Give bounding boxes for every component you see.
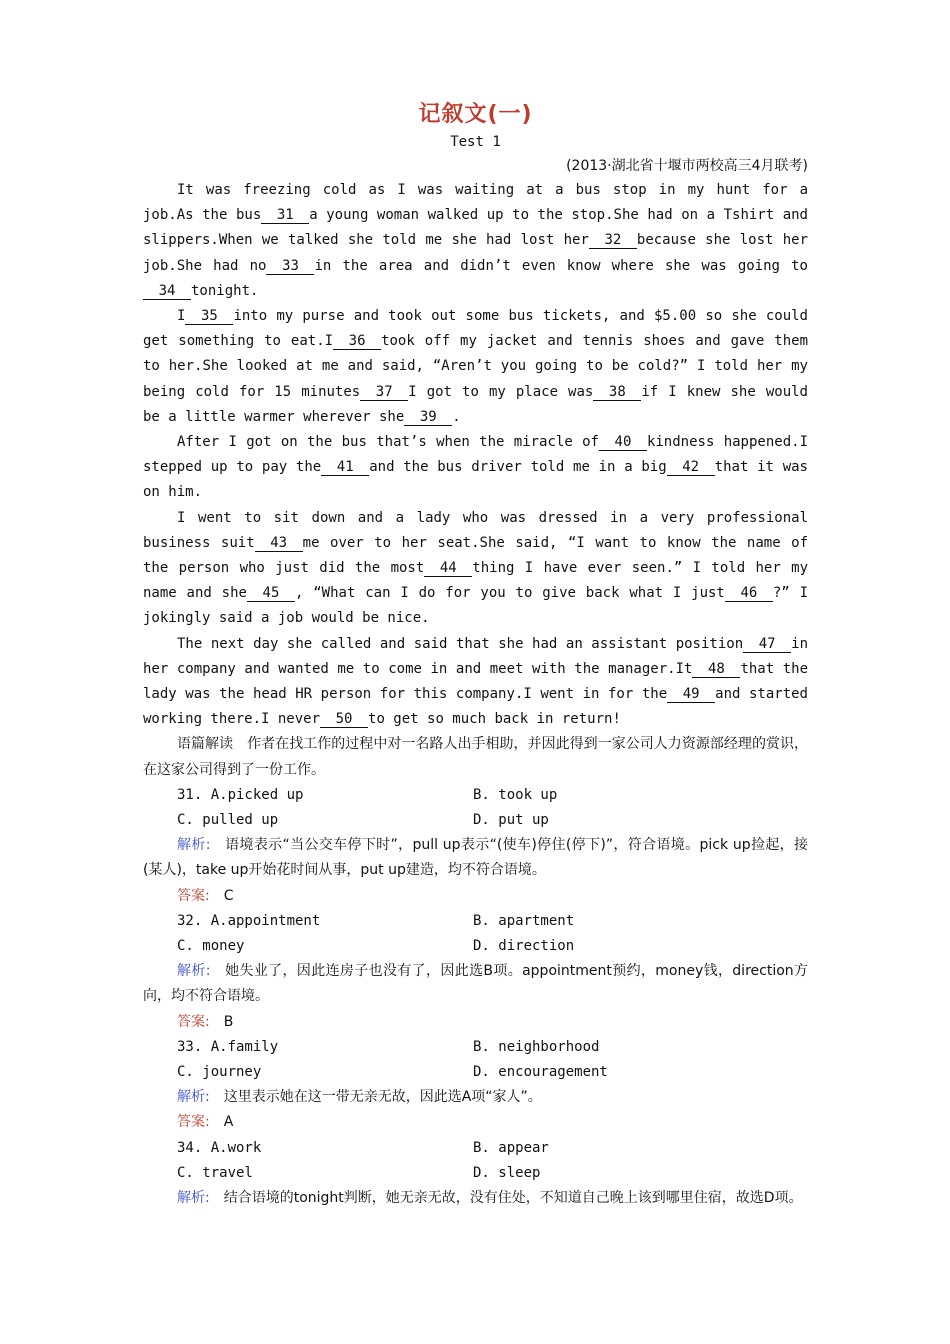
- passage-text: in the area and didn’t even know where she was going to: [314, 257, 808, 274]
- passage-text: if I knew she would be a little warmer wherever she: [143, 383, 808, 425]
- analysis-text: 她失业了，因此连房子也没有了，因此选B项。appointment预约，money钱，direction方向，均不符合语境。: [143, 963, 808, 1005]
- blank-number: 32: [589, 232, 637, 249]
- option-a: 33. A.family: [177, 1038, 279, 1055]
- blank-number: 33: [266, 258, 314, 275]
- passage-text: I went to sit down and a lady who was dressed in a very professional business suit: [143, 509, 808, 551]
- answer-value: B: [223, 1013, 234, 1030]
- blank-number: 48: [692, 661, 740, 678]
- option-row: [143, 1161, 808, 1186]
- passage-text: After I got on the bus that’s when the miracle of: [177, 434, 599, 451]
- option-b: B. appear: [473, 1139, 549, 1156]
- passage-text: The next day she called and said that she had an assistant position: [177, 635, 744, 652]
- option-c: C. money: [177, 938, 245, 955]
- answer: [143, 1110, 808, 1135]
- blank-number: 46: [725, 585, 773, 602]
- option-row: [143, 1035, 808, 1060]
- blank-number: 36: [333, 333, 381, 350]
- option-row: [143, 909, 808, 934]
- option-d: D. sleep: [473, 1164, 541, 1181]
- option-c: C. pulled up: [177, 812, 279, 829]
- summary-label: 语篇解读: [177, 736, 234, 753]
- passage-paragraph: [143, 430, 808, 506]
- passage-paragraph: [143, 506, 808, 632]
- option-row: [143, 1136, 808, 1161]
- summary-text: 作者在找工作的过程中对一名路人出手相助，并因此得到一家公司人力资源部经理的赏识，在这家公司得到了一份工作。: [143, 736, 809, 778]
- passage-text: ?” I jokingly said a job would be nice.: [143, 585, 808, 627]
- option-a: 34. A.work: [177, 1139, 262, 1156]
- passage-text: me over to her seat.She said, “I want to know the name of the person who just did the most: [143, 534, 809, 577]
- option-c: C. journey: [177, 1064, 262, 1081]
- blank-number: 38: [593, 384, 641, 401]
- passage-paragraph: [143, 632, 808, 733]
- blank-number: 45: [247, 585, 295, 602]
- test-label: Test 1: [450, 134, 501, 150]
- passage-text: that it was on him.: [143, 459, 808, 501]
- option-c: C. travel: [177, 1164, 253, 1181]
- blank-number: 40: [599, 434, 647, 451]
- passage-text: because she lost her job.She had no: [143, 232, 808, 274]
- summary: [143, 732, 808, 782]
- blank-number: 44: [424, 560, 472, 577]
- blank-number: 37: [360, 384, 408, 401]
- blank-number: 31: [261, 207, 309, 224]
- option-b: B. took up: [473, 786, 558, 803]
- blank-number: 47: [743, 636, 791, 653]
- passage-text: I got to my place was: [408, 383, 594, 400]
- passage-text: in her company and wanted me to come in and meet with the manager.It: [143, 635, 808, 677]
- analysis-label: 解析:: [177, 1190, 210, 1206]
- passage-text: and started working there.I never: [143, 686, 808, 728]
- blank-number: 35: [185, 308, 233, 325]
- option-b: B. neighborhood: [473, 1038, 600, 1055]
- passage-text: that the lady was the head HR person for this company.I went in for the: [143, 660, 808, 703]
- option-row: [143, 934, 808, 959]
- option-row: [143, 808, 808, 833]
- analysis-label: 解析:: [177, 1089, 210, 1106]
- passage-text: a young woman walked up to the stop.She had on a Tshirt and slippers.When we talked she told me she had lost her: [143, 207, 808, 249]
- analysis-text: 这里表示她在这一带无亲无故，因此选A项“家人”。: [223, 1089, 542, 1106]
- document-page: [143, 100, 808, 1211]
- blank-number: 49: [667, 686, 715, 703]
- passage-paragraph: [143, 304, 808, 430]
- passage-text: thing I have ever seen.” I told her my name and she: [143, 560, 809, 602]
- passage-text: to get so much back in return!: [368, 711, 621, 728]
- analysis-text: 语境表示“当公交车停下时”，pull up表示“(使车)停住(停下)”，符合语境。pick up捡起，接(某人)，take up开始花时间从事，put up建造，均不符合语境。: [143, 837, 809, 879]
- blank-number: 34: [143, 283, 191, 300]
- blank-number: 42: [667, 459, 715, 476]
- blank-number: 39: [404, 409, 452, 426]
- passage-text: .: [452, 408, 461, 425]
- option-d: D. direction: [473, 938, 575, 955]
- option-b: B. apartment: [473, 912, 575, 929]
- answer: [143, 1010, 808, 1035]
- analysis: [143, 959, 808, 1009]
- option-d: D. encouragement: [473, 1064, 608, 1081]
- question-list: [143, 783, 808, 1211]
- analysis: [143, 833, 808, 883]
- passage-text: tonight.: [191, 282, 259, 299]
- blank-number: 41: [321, 459, 369, 476]
- option-row: [143, 1060, 808, 1085]
- option-a: 32. A.appointment: [177, 912, 321, 929]
- analysis: [143, 1186, 808, 1211]
- answer-value: C: [223, 887, 234, 904]
- option-a: 31. A.picked up: [177, 786, 304, 803]
- answer: [143, 884, 808, 909]
- option-d: D. put up: [473, 812, 549, 829]
- passage-text: into my purse and took out some bus tickets, and $5.00 so she could get something to eat.I: [143, 308, 808, 350]
- answer-label: 答案:: [177, 887, 210, 904]
- passage-text: It was freezing cold as I was waiting at a bus stop in my hunt for a job.As the bus: [143, 182, 808, 224]
- blank-number: 43: [255, 535, 303, 552]
- analysis-label: 解析:: [177, 963, 211, 980]
- passage-paragraph: [143, 178, 808, 304]
- analysis: [143, 1085, 808, 1110]
- analysis-text: 结合语境的tonight判断，她无亲无故，没有住处，不知道自己晚上该到哪里住宿，故选D项。: [223, 1190, 803, 1206]
- cloze-passage: [143, 178, 808, 732]
- passage-text: took off my jacket and tennis shoes and gave them to her.She looked at me and said, “Aren’t you going to be cold?” I told her my being cold for 15 minutes: [143, 333, 808, 400]
- passage-text: kindness happened.I stepped up to pay the: [143, 434, 808, 476]
- source-note: (2013·湖北省十堰市两校高三4月联考): [566, 158, 808, 174]
- option-row: [143, 783, 808, 808]
- analysis-label: 解析:: [177, 837, 211, 854]
- answer-label: 答案:: [177, 1013, 210, 1030]
- blank-number: 50: [320, 711, 368, 728]
- answer-label: 答案:: [177, 1114, 210, 1131]
- passage-text: , “What can I do for you to give back what I just: [294, 585, 725, 602]
- page-title: 记叙文(一): [418, 102, 533, 127]
- answer-value: A: [223, 1114, 234, 1131]
- passage-text: and the bus driver told me in a big: [369, 459, 667, 476]
- passage-text: I: [177, 308, 186, 325]
